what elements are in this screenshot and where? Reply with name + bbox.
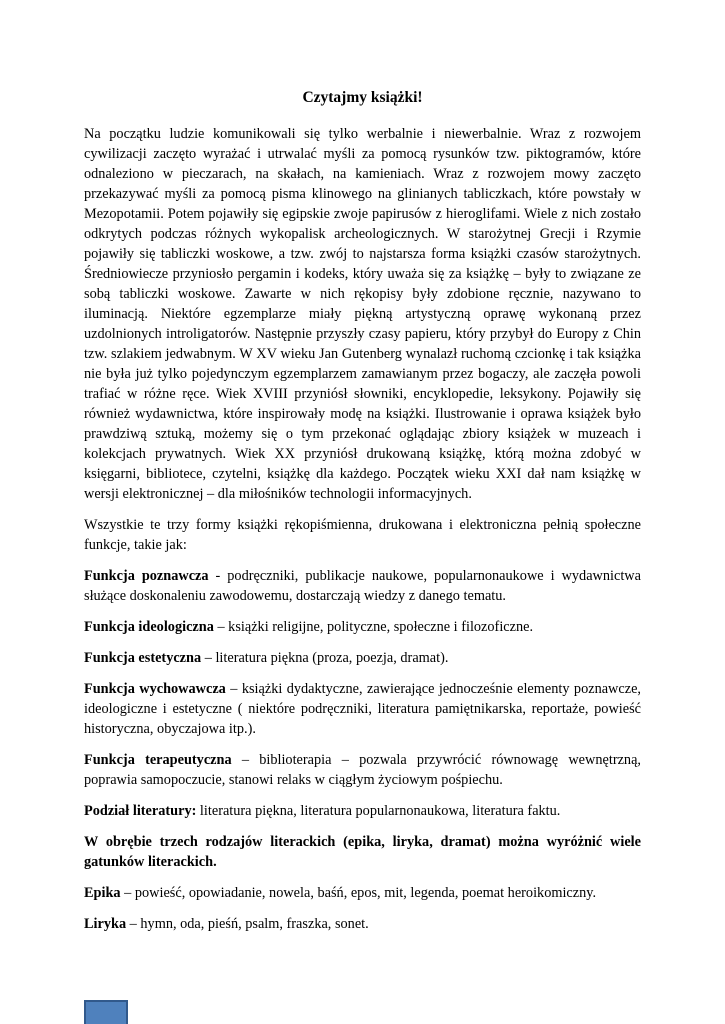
- page-title: Czytajmy książki!: [302, 89, 423, 106]
- paragraph-intro: [84, 124, 641, 504]
- paragraph-text: – literatura piękna (proza, poezja, dramat).: [201, 650, 449, 666]
- paragraph-podzial-literatury: [84, 801, 641, 821]
- paragraph-lead: Funkcja wychowawcza: [84, 681, 226, 697]
- paragraph-funkcja-estetyczna: [84, 648, 641, 668]
- paragraph-text: - podręczniki, publikacje naukowe, popularnonaukowe i wydawnictwa służące doskonaleniu zawodowemu, dostarczają wiedzy z danego tematu.: [84, 568, 641, 604]
- paragraph-funkcja-wychowawcza: [84, 679, 641, 739]
- paragraph-text: – biblioterapia – pozwala przywrócić równowagę wewnętrzną, poprawia samopoczucie, stanowi relaks w ciągłym życiowym pośpiechu.: [84, 752, 641, 788]
- paragraph-lead: Funkcja estetyczna: [84, 650, 202, 666]
- footer-logo-mark: [84, 1000, 128, 1024]
- paragraph-lead: Funkcja terapeutyczna: [84, 752, 232, 768]
- paragraph-lead: W obrębie trzech rodzajów literackich (epika, liryka, dramat) można wyróżnić wiele gatunków literackich.: [84, 834, 641, 870]
- paragraph-text: – książki dydaktyczne, zawierające jednocześnie elementy poznawcze, ideologiczne i estetyczne ( niektóre podręczniki, literatura pamiętnikarska, reportaże, powieść historyczna, obyczajowa itp.).: [84, 681, 641, 737]
- paragraph-text: literatura piękna, literatura popularnonaukowa, literatura faktu.: [196, 803, 561, 819]
- paragraph-lead: Epika: [84, 885, 121, 901]
- paragraph-lead: Funkcja poznawcza: [84, 568, 209, 584]
- paragraph-funkcja-ideologiczna: [84, 617, 641, 637]
- paragraph-text: – książki religijne, polityczne, społeczne i filozoficzne.: [213, 619, 534, 635]
- paragraph-liryka: [84, 914, 641, 934]
- paragraph-lead: Funkcja ideologiczna: [84, 619, 214, 635]
- paragraph-text: – powieść, opowiadanie, nowela, baśń, epos, mit, legenda, poemat heroikomiczny.: [120, 885, 597, 901]
- paragraph-text: – hymn, oda, pieśń, psalm, fraszka, sonet.: [126, 916, 369, 932]
- paragraph-book-forms: [84, 515, 641, 555]
- paragraph-text: Wszystkie te trzy formy książki rękopiśmienna, drukowana i elektroniczna pełnią społeczne funkcje, takie jak:: [84, 517, 641, 553]
- paragraph-epika: [84, 883, 641, 903]
- paragraph-funkcja-terapeutyczna: [84, 750, 641, 790]
- paragraph-lead: Podział literatury:: [84, 803, 197, 819]
- paragraph-funkcja-poznawcza: [84, 566, 641, 606]
- paragraph-rodzaje-literackie: [84, 832, 641, 872]
- paragraph-text: Na początku ludzie komunikowali się tylko werbalnie i niewerbalnie. Wraz z rozwojem cywilizacji zaczęto wyrażać i utrwalać myśli za pomocą rysunków tzw. piktogramów, które odnaleziono w pieczarach, na skałach, na kamieniach. Wraz z rozwojem mowy zaczęto przekazywać myśli za pomocą pisma klinowego na glinianych tabliczkach, które powstały w Mezopotamii. Potem pojawiły się egipskie zwoje papirusów z hieroglifami. Wiele z nich zostało odkrytych podczas różnych wykopalisk archeologicznych. W starożytnej Grecji i Rzymie pojawiły się tabliczki woskowe, a tzw. zwój to najstarsza forma książki czasów starożytnych. Średniowiecze przyniosło pergamin i kodeks, który uważa się za książkę – były to związane ze sobą tabliczki woskowe. Zawarte w nich rękopisy były zdobione ręcznie, nazywano to iluminacją. Niektóre egzemplarze miały piękną artystyczną oprawę wykonaną przez uzdolnionych introligatorów. Następnie przyszły czasy papieru, który przybył do Europy z Chin tzw. szlakiem jedwabnym. W XV wieku Jan Gutenberg wynalazł ruchomą czcionkę i tak książka nie była już tylko pojedynczym egzemplarzem zamawianym przez bogaczy, ale zaczęła powoli trafiać w różne ręce. Wiek XVIII przyniósł słowniki, encyklopedie, leksykony. Pojawiły się również wydawnictwa, które inspirowały modę na książki. Ilustrowanie i oprawa książek było prawdziwą sztuką, możemy się o tym przekonać oglądając zbiory książek w muzeach i kolekcjach prywatnych. Wiek XX przyniósł drukowaną książkę, którą można zdobyć w księgarni, bibliotece, czytelni, książkę dla każdego. Początek wieku XXI dał nam książkę w wersji elektronicznej – dla miłośników technologii informacyjnych.: [84, 126, 641, 502]
- paragraph-lead: Liryka: [84, 916, 127, 932]
